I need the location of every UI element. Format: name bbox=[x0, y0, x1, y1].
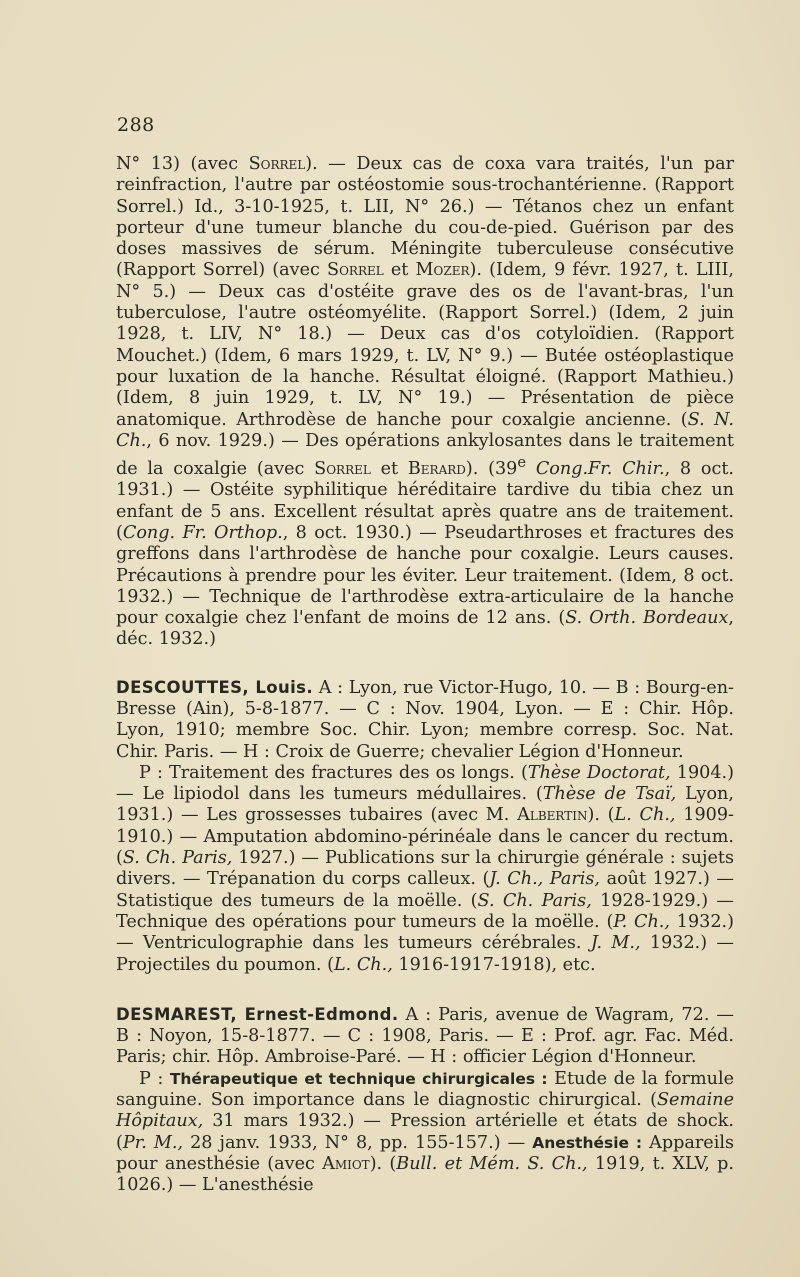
entry-descouttes-publications: P : Traitement des fractures des os longs. (Thèse Doctorat, 1904.) — Le lipiodol dans les tumeurs médullaires. (Thèse de Tsaï, Lyon, 1931.) — Les grossesses tubaires (avec M. Albertin). (L. Ch., 1909-1910.) — Amputation abdomino-périnéale dans le cancer du rectum. (S. Ch. Paris, 1927.) — Publications sur la chirurgie générale : sujets divers. — Trépanation du corps calleux. (J. Ch., Paris, août 1927.) — Statistique des tumeurs de la moëlle. (S. Ch. Paris, 1928-1929.) — Technique des opérations pour tumeurs de la moëlle. (P. Ch., 1932.) — Ventriculographie dans les tumeurs cérébrales. J. M., 1932.) — Projectiles du poumon. (L. Ch., 1916-1917-1918), etc. bbox=[116, 762, 735, 975]
entry-desmarest-header: DESMAREST, Ernest-Edmond. A : Paris, avenue de Wagram, 72. — B : Noyon, 15-8-1877. — C : 1908, Paris. — E : Prof. agr. Fac. Méd. Paris; chir. Hôp. Ambroise-Paré. — H : officier Légion d'Honneur. bbox=[116, 1004, 734, 1068]
entry-descouttes-header: DESCOUTTES, Louis. A : Lyon, rue Victor-Hugo, 10. — B : Bourg-en-Bresse (Ain), 5-8-1877. — C : Nov. 1904, Lyon. — E : Chir. Hôp. Lyon, 1910; membre Soc. Chir. Lyon; membre corresp. Soc. Nat. Chir. Paris. — H : Croix de Guerre; chevalier Légion d'Honneur. bbox=[116, 677, 734, 762]
entry-desmarest-publications: P : Thérapeutique et technique chirurgicales : Etude de la formule sanguine. Son importance dans le diagnostic chirurgical. (Semaine Hôpitaux, 31 mars 1932.) — Pression artérielle et états de shock. (Pr. M., 28 janv. 1933, N° 8, pp. 155-157.) — Anesthésie : Appareils pour anesthésie (avec Amiot). (Bull. et Mém. S. Ch., 1919, t. XLV, p. 1026.) — L'anesthésie bbox=[116, 1068, 735, 1196]
page-number: 288 bbox=[117, 114, 155, 136]
entry-name: DESCOUTTES, Louis. bbox=[116, 677, 314, 697]
continued-bibliography-paragraph: N° 13) (avec Sorrel). — Deux cas de coxa vara traités, l'un par reinfraction, l'autre par ostéostomie sous-trochantérienne. (Rapport Sorrel.) Id., 3-10-1925, t. LII, N° 26.) — Tétanos chez un enfant porteur d'une tumeur blanche du cou-de-pied. Guérison par des doses massives de sérum. Méningite tuberculeuse consécutive (Rapport Sorrel) (avec Sorrel et Mozer). (Idem, 9 févr. 1927, t. LIII, N° 5.) — Deux cas d'ostéite grave des os de l'avant-bras, l'un tuberculose, l'autre ostéomyélite. (Rapport Sorrel.) (Idem, 2 juin 1928, t. LIV, N° 18.) — Deux cas d'os cotyloïdien. (Rapport Mouchet.) (Idem, 6 mars 1929, t. LV, N° 9.) — Butée ostéoplastique pour luxation de la hanche. Résultat éloigné. (Rapport Mathieu.) (Idem, 8 juin 1929, t. LV, N° 19.) — Présentation de pièce anatomique. Arthrodèse de hanche pour coxalgie ancienne. (S. N. Ch., 6 nov. 1929.) — Des opérations ankylosantes dans le traitement de la coxalgie (avec Sorrel et Berard). (39e Cong.Fr. Chir., 8 oct. 1931.) — Ostéite syphilitique héréditaire tardive du tibia chez un enfant de 5 ans. Excellent résultat après quatre ans de traitement. (Cong. Fr. Orthop., 8 oct. 1930.) — Pseudarthroses et fractures des greffons dans l'arthrodèse de hanche pour coxalgie. Leurs causes. Précautions à prendre pour les éviter. Leur traitement. (Idem, 8 oct. 1932.) — Technique de l'arthrodèse extra-articulaire de la hanche pour coxalgie chez l'enfant de moins de 12 ans. (S. Orth. Bordeaux, déc. 1932.) bbox=[116, 154, 735, 650]
page-body bbox=[116, 154, 734, 1197]
entry-name: DESMAREST, Ernest-Edmond. bbox=[116, 1004, 399, 1024]
